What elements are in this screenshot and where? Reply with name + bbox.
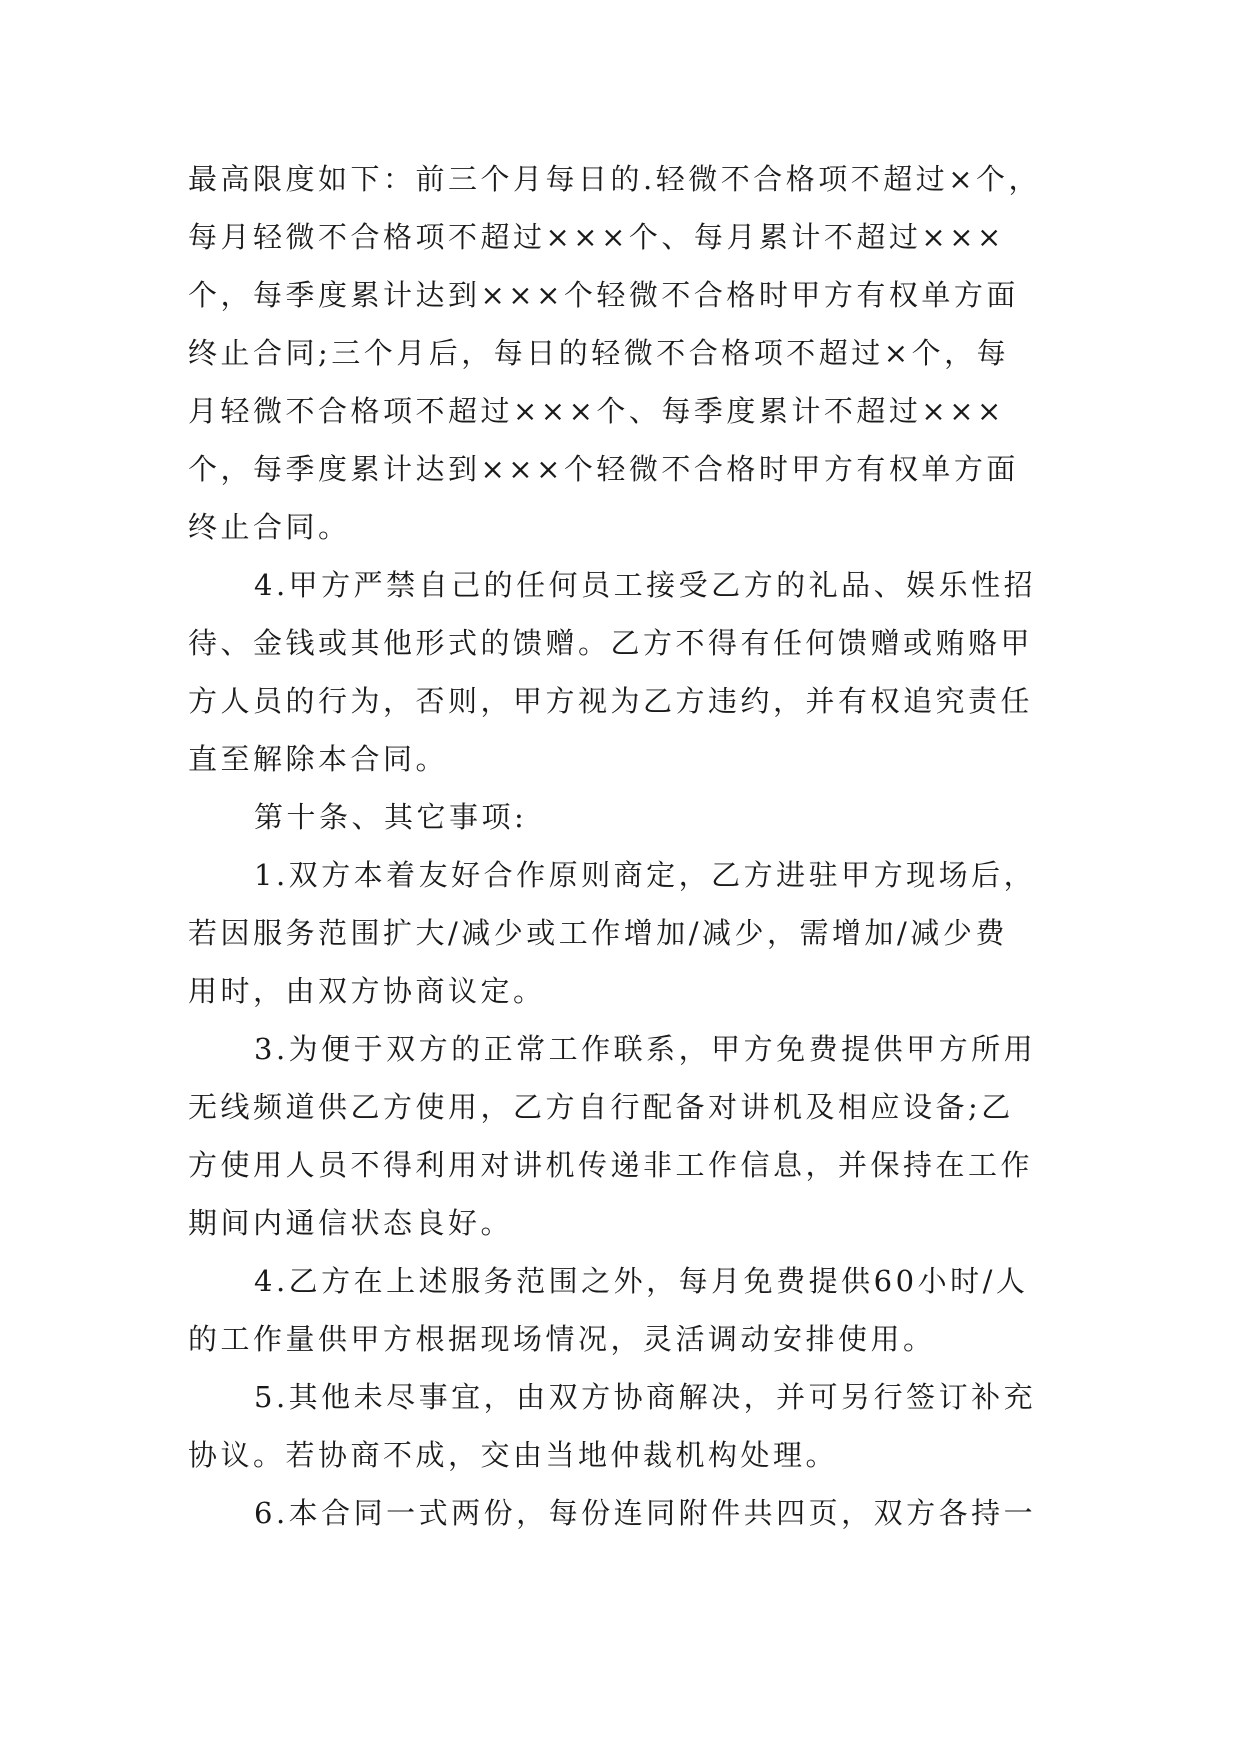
text-line: 终止合同;三个月后，每日的轻微不合格项不超过×个，每 bbox=[188, 336, 1010, 370]
document-body bbox=[188, 150, 1058, 1542]
text-line: 待、金钱或其他形式的馈赠。乙方不得有任何馈赠或贿赂甲 bbox=[188, 626, 1034, 660]
text-line: 协议。若协商不成，交由当地仲裁机构处理。 bbox=[188, 1438, 839, 1472]
text-line: 终止合同。 bbox=[188, 510, 351, 544]
text-line: 直至解除本合同。 bbox=[188, 742, 449, 776]
text-line: 月轻微不合格项不超过×××个、每季度累计不超过××× bbox=[188, 394, 1005, 428]
text-line: 的工作量供甲方根据现场情况，灵活调动安排使用。 bbox=[188, 1322, 936, 1356]
text-line: 期间内通信状态良好。 bbox=[188, 1206, 514, 1240]
section-heading: 第十条、其它事项: bbox=[254, 800, 528, 834]
paragraph-start-line: 6.本合同一式两份，每份连同附件共四页，双方各持一 bbox=[254, 1496, 1037, 1530]
paragraph-start-line: 4.乙方在上述服务范围之外，每月免费提供60小时/人 bbox=[254, 1264, 1029, 1298]
text-line: 方人员的行为，否则，甲方视为乙方违约，并有权追究责任 bbox=[188, 684, 1034, 718]
text-line: 用时，由双方协商议定。 bbox=[188, 974, 546, 1008]
text-line: 每月轻微不合格项不超过×××个、每月累计不超过××× bbox=[188, 220, 1005, 254]
paragraph-start-line: 3.为便于双方的正常工作联系，甲方免费提供甲方所用 bbox=[254, 1032, 1037, 1066]
paragraph-start-line: 4.甲方严禁自己的任何员工接受乙方的礼品、娱乐性招 bbox=[254, 568, 1037, 602]
text-line: 最高限度如下：前三个月每日的.轻微不合格项不超过×个， bbox=[188, 162, 1042, 196]
text-line: 无线频道供乙方使用，乙方自行配备对讲机及相应设备;乙 bbox=[188, 1090, 1014, 1124]
paragraph-start-line: 5.其他未尽事宜，由双方协商解决，并可另行签订补充 bbox=[254, 1380, 1037, 1414]
text-line: 个，每季度累计达到×××个轻微不合格时甲方有权单方面 bbox=[188, 278, 1019, 312]
text-line: 若因服务范围扩大/减少或工作增加/减少，需增加/减少费 bbox=[188, 916, 1008, 950]
text-line: 个，每季度累计达到×××个轻微不合格时甲方有权单方面 bbox=[188, 452, 1019, 486]
text-line: 方使用人员不得利用对讲机传递非工作信息，并保持在工作 bbox=[188, 1148, 1034, 1182]
paragraph-start-line: 1.双方本着友好合作原则商定，乙方进驻甲方现场后， bbox=[254, 858, 1037, 892]
